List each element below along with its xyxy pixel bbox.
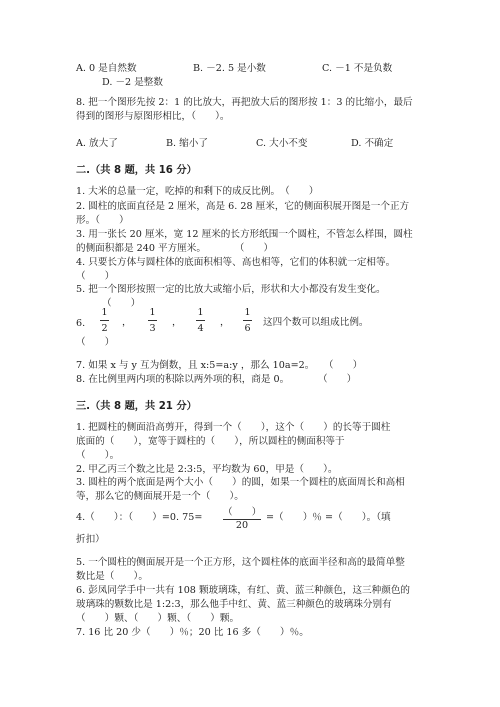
option-b: B. －2. 5 是小数: [193, 63, 266, 74]
fraction-1-6: [243, 307, 252, 334]
option-a: A. 0 是自然数: [76, 63, 137, 74]
s2-question-6-label: 6.: [76, 318, 86, 329]
fraction-denominator: 2: [101, 323, 108, 334]
s3-question-3-line-1: 3. 圆柱的两个底面是两个大小（ ）的圆，如果一个圆柱的底面周长和高相: [76, 477, 405, 488]
s2-question-2-line-1: 2. 圆柱的底面直径是 2 厘米，高是 6. 28 厘米，它的侧面积展开图是一个正方: [76, 201, 410, 212]
s3-question-1-line-2: 底面的（ ），宽等于圆柱的（ ），所以圆柱的侧面积等于: [76, 436, 345, 447]
s2-question-7: 7. 如果 x 与 y 互为倒数，且 x:5=a:y ，那么 10a=2。 （ ）: [76, 360, 363, 371]
s2-question-1: 1. 大米的总量一定，吃掉的和剩下的成反比例。 （ ）: [76, 186, 319, 197]
fraction-blank-over-20: [223, 504, 261, 531]
option-c: C. －1 不是负数: [322, 63, 393, 74]
fraction-numerator: 1: [197, 307, 204, 318]
fraction-numerator: （ ）: [223, 507, 262, 518]
question-8-line-2: 得到的图形与原图形相比，（ ）。: [76, 111, 230, 122]
s3-question-4-left: 4.（ ）：（ ）=0. 75=: [76, 512, 203, 523]
fraction-1-4: [196, 307, 205, 334]
s2-question-6-tail: 这四个数可以组成比例。: [263, 317, 369, 328]
s2-question-2-line-2: 形。（ ）: [76, 215, 129, 226]
s2-question-3-line-1: 3. 用一张长 20 厘米，宽 12 厘米的长方形纸围一个圆柱，不管怎么样围，圆柱: [76, 229, 413, 240]
fraction-1-2: [100, 307, 109, 334]
option-d: D. －2 是整数: [102, 77, 163, 88]
s3-question-3-line-2: 等，那么它的侧面展开是一个（ ）。: [76, 491, 244, 502]
comma: ，: [172, 317, 182, 328]
s3-question-5-line-2: 数比是（ ）。: [76, 571, 148, 582]
s2-question-6-line-2: （ ）: [76, 337, 115, 348]
comma: ，: [220, 317, 230, 328]
q8-option-d: D. 不确定: [351, 138, 394, 149]
section-2-heading: 二.（共 8 题，共 16 分）: [76, 165, 197, 176]
s2-question-5-line-1: 5. 把一个图形按照一定的比放大或缩小后，形状和大小都没有发生变化。: [76, 284, 386, 295]
s3-question-7: 7. 16 比 20 少（ ）％；20 比 16 多（ ）％。: [76, 627, 309, 638]
q8-option-b: B. 缩小了: [166, 138, 208, 149]
fraction-denominator: 6: [244, 323, 251, 334]
s3-question-4-line-2: 折扣）: [76, 534, 105, 545]
fraction-denominator: 3: [149, 323, 156, 334]
s3-question-4-right: =（ ）％ =（ ）。（填: [266, 512, 391, 523]
s2-question-4-line-1: 4. 只要长方体与圆柱体的底面积相等、高也相等，它们的体积就一定相等。: [76, 257, 396, 268]
s3-question-1-line-3: （ ）。: [76, 450, 120, 461]
s3-question-6-line-3: （ ）颗、（ ）颗、（ ）颗。: [76, 613, 240, 624]
fraction-denominator: 20: [235, 520, 249, 531]
q8-option-a: A. 放大了: [76, 138, 118, 149]
s2-question-3-line-2: 的侧面积都是 240 平方厘米。 （ ）: [76, 243, 274, 254]
s3-question-5-line-1: 5. 一个圆柱的侧面展开是一个正方形，这个圆柱体的底面半径和高的最简单整: [76, 557, 405, 568]
s3-question-2: 2. 甲乙丙三个数之比是 2:3:5，平均数为 60，甲是（ ）。: [76, 464, 338, 475]
fraction-numerator: 1: [149, 307, 156, 318]
fraction-numerator: 1: [244, 307, 251, 318]
question-8-line-1: 8. 把一个图形先按 2：1 的比放大，再把放大后的图形按 1：3 的比缩小，最后: [76, 97, 413, 108]
comma: ，: [122, 317, 132, 328]
s2-question-4-line-2: （ ）: [76, 271, 115, 282]
s2-question-8: 8. 在比例里两内项的积除以两外项的积，商是 0。 （ ）: [76, 374, 357, 385]
s3-question-1-line-1: 1. 把圆柱的侧面沿高剪开，得到一个（ ），这个（ ）的长等于圆柱: [76, 422, 391, 433]
section-3-heading: 三.（共 8 题，共 21 分）: [76, 401, 197, 412]
fraction-numerator: 1: [101, 307, 108, 318]
s3-question-6-line-1: 6. 彭凤同学手中一共有 108 颗玻璃珠，有红、黄、蓝三种颜色，这三种颜色的: [76, 585, 411, 596]
q8-option-c: C. 大小不变: [256, 138, 308, 149]
s2-question-5-line-2: （ ）: [102, 298, 141, 309]
fraction-denominator: 4: [197, 323, 204, 334]
s3-question-6-line-2: 玻璃珠的颗数比是 1:2:3，那么他手中红、黄、蓝三种颜色的玻璃珠分别有: [76, 599, 392, 610]
fraction-1-3: [148, 307, 157, 334]
